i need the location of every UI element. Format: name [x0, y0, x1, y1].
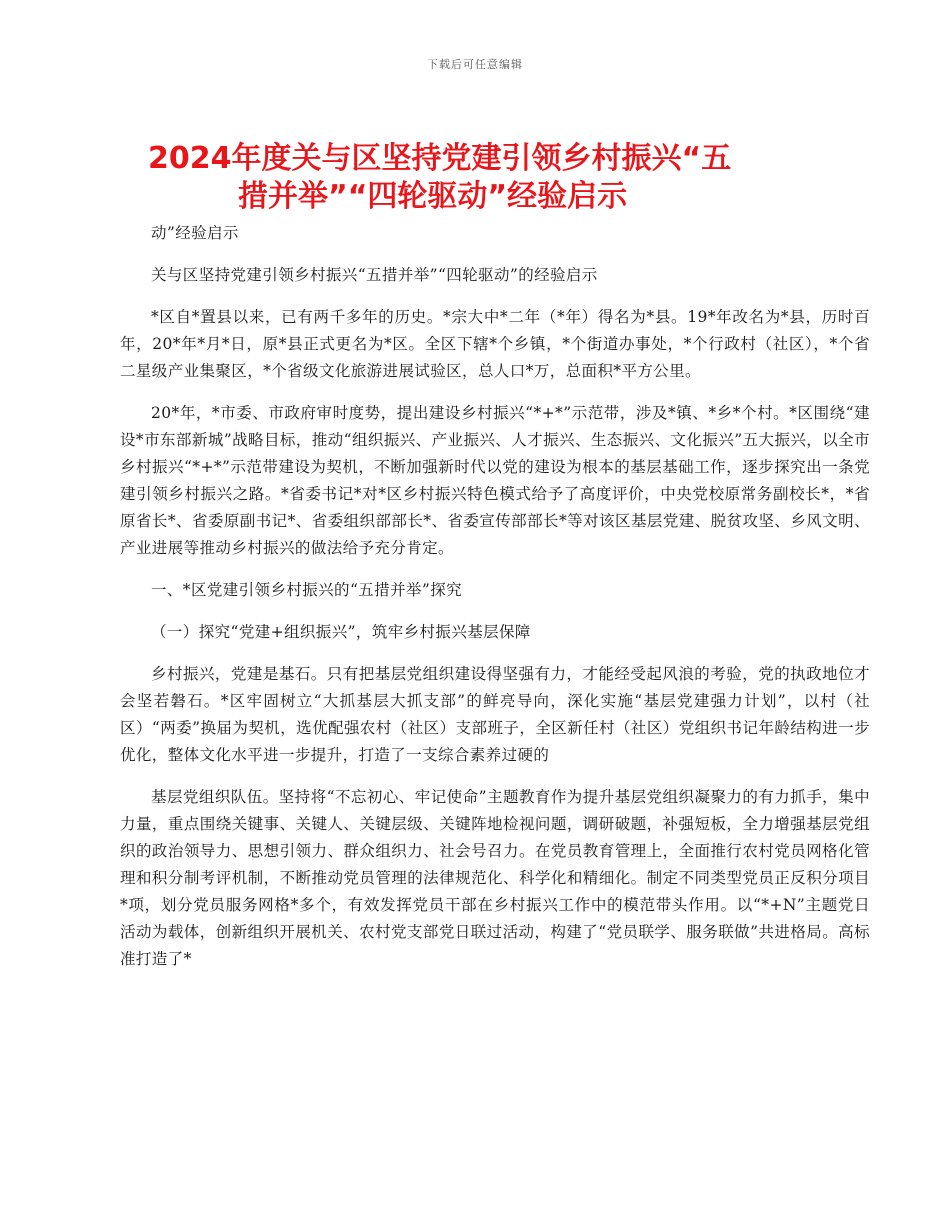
paragraph-history: *区自*置县以来，已有两千多年的历史。*宗大中*二年（*年）得名为*县。19*年改名为*县，历时百年，20*年*月*日，原*县正式更名为*区。全区下辖*个乡镇，*个街道办事处，*个行政村（社区），*个省二星级产业集聚区，*个省级文化旅游进展试验区，总人口*万，总面积*平方公里。 [120, 308, 870, 380]
subsection-heading-1: （一）探究“党建+组织振兴”，筑牢乡村振兴基层保障 [151, 623, 531, 641]
document-title [148, 140, 848, 216]
paragraph-background: 20*年，*市委、市政府审时度势，提出建设乡村振兴“*+*”示范带，涉及*镇、*乡*个村。*区围绕“建设*市东部新城”战略目标，推动“组织振兴、产业振兴、人才振兴、生态振兴、文化振兴”五大振兴，以全市乡村振兴“*+*”示范带建设为契机，不断加强新时代以党的建设为根本的基层基础工作，逐步探究出一条党建引领乡村振兴之路。*省委书记*对*区乡村振兴特色模式给予了高度评价，中央党校原常务副校长*，*省原省长*、省委原副书记*、省委组织部部长*、省委宣传部部长*等对该区基层党建、脱贫攻坚、乡风文明、产业进展等推动乡村振兴的做法给予充分肯定。 [120, 404, 870, 557]
download-note: 下载后可任意编辑 [427, 58, 523, 71]
paragraph-party-building: 乡村振兴，党建是基石。只有把基层党组织建设得坚强有力，才能经受起风浪的考验，党的执政地位才会坚若磐石。*区牢固树立“大抓基层大抓支部”的鲜亮导向，深化实施“基层党建强力计划”，以村（社区）“两委”换届为契机，选优配强农村（社区）支部班子，全区新任村（社区）党组织书记年龄结构进一步优化，整体文化水平进一步提升，打造了一支综合素养过硬的 [120, 665, 870, 764]
title-line-1: 2024年度关与区坚持党建引领乡村振兴“五 [148, 141, 732, 176]
paragraph-grassroots: 基层党组织队伍。坚持将“不忘初心、牢记使命”主题教育作为提升基层党组织凝聚力的有力抓手，集中力量，重点围绕关键事、关键人、关键层级、关键阵地检视问题，调研破题，补强短板，全力增强基层党组织的政治领导力、思想引领力、群众组织力、社会号召力。在党员教育管理上，全面推行农村党员网格化管理和积分制考评机制，不断推动党员管理的法律规范化、科学化和精细化。制定不同类型党员正反积分项目*项，划分党员服务网格*多个，有效发挥党员干部在乡村振兴工作中的模范带头作用。以“*+N”主题党日活动为载体，创新组织开展机关、农村党支部党日联过活动，构建了“党员联学、服务联做”共进格局。高标准打造了* [120, 788, 870, 968]
title-line-2: 措并举”“四轮驱动”经验启示 [238, 179, 628, 214]
section-heading-1: 一、*区党建引领乡村振兴的“五措并举”探究 [151, 581, 462, 599]
document-body [120, 220, 870, 988]
paragraph-intro-fragment: 动”经验启示 [151, 224, 239, 242]
paragraph-subtitle: 关与区坚持党建引领乡村振兴“五措并举”“四轮驱动”的经验启示 [151, 266, 598, 284]
